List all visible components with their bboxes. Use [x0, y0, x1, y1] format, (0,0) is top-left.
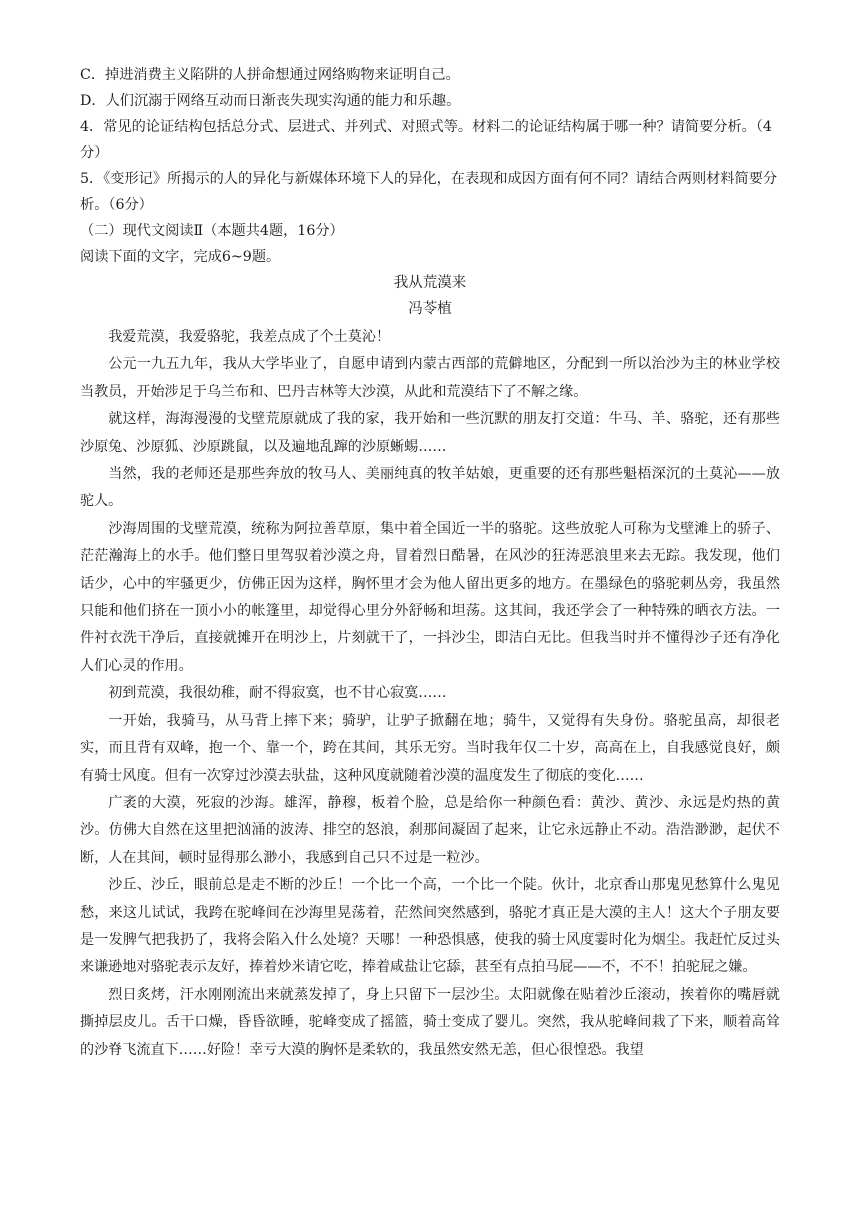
question-5: 5．《变形记》所揭示的人的异化与新媒体环境下人的异化，在表现和成因方面有何不同？请结合两则材料简要分析。（6分）	[80, 171, 778, 213]
essay-paragraph: 沙海周围的戈壁荒漠，统称为阿拉善草原，集中着全国近一半的骆驼。这些放驼人可称为戈壁滩上的骄子、茫茫瀚海上的水手。他们整日里驾驭着沙漠之舟，冒着烈日酷暑，在风沙的狂涛恶浪里来去无踪。我发现，他们话少，心中的牢骚更少，仿佛正因为这样，胸怀里才会为他人留出更多的地方。在墨绿色的骆驼刺丛旁，我虽然只能和他们挤在一顶小小的帐篷里，却觉得心里分外舒畅和坦荡。这其间，我还学会了一种特殊的晒衣方法。一件衬衣洗干净后，直接就摊开在明沙上，片刻就干了，一抖沙尘，即洁白无比。但我当时并不懂得沙子还有净化人们心灵的作用。	[80, 520, 780, 674]
essay-title: 我从荒漠来	[393, 275, 467, 291]
essay-paragraph: 我爱荒漠，我爱骆驼，我差点成了个土莫沁！	[108, 329, 391, 345]
essay-paragraph: 初到荒漠，我很幼稚，耐不得寂寞，也不甘心寂寞……	[108, 685, 447, 702]
essay-paragraph: 沙丘、沙丘，眼前总是走不断的沙丘！一个比一个高，一个比一个陡。伙计，北京香山那鬼见愁算什么鬼见愁，来这儿试试，我跨在驼峰间在沙海里晃荡着，茫然间突然感到，骆驼才真正是大漠的主人！这大个子朋友要是一发脾气把我扔了，我将会陷入什么处境？天哪！一种恐惧感，使我的骑士风度霎时化为烟尘。我赶忙反过头来谦逊地对骆驼表示友好，捧着炒米请它吃，捧着咸盐让它舔，甚至有点拍马屁——不，不不！拍驼屁之嫌。	[80, 877, 780, 976]
question-4: 4．常见的论证结构包括总分式、层进式、并列式、对照式等。材料二的论证结构属于哪一种？请简要分析。（4分）	[80, 119, 772, 161]
essay-author: 冯苓植	[408, 301, 452, 317]
exam-page	[80, 62, 780, 1064]
essay	[80, 270, 780, 1064]
section-heading: （二）现代文阅读Ⅱ（本题共4题，16分）	[80, 223, 344, 239]
essay-paragraph: 一开始，我骑马，从马背上摔下来；骑驴，让驴子掀翻在地；骑牛，又觉得有失身份。骆驼虽高，却很老实，而且背有双峰，抱一个、靠一个，跨在其间，其乐无穷。当时我年仅二十岁，高高在上，自我感觉良好，颇有骑士风度。但有一次穿过沙漠去驮盐，这种风度就随着沙漠的温度发生了彻底的变化……	[80, 712, 780, 784]
essay-paragraph: 广袤的大漠，死寂的沙海。雄浑，静穆，板着个脸，总是给你一种颜色看：黄沙、黄沙、永远是灼热的黄沙。仿佛大自然在这里把汹涌的波涛、排空的怒浪，刹那间凝固了起来，让它永远静止不动。浩浩渺渺，起伏不断，人在其间，顿时显得那么渺小，我感到自己只不过是一粒沙。	[80, 794, 780, 866]
section-instruction: 阅读下面的文字，完成6~9题。	[80, 249, 281, 265]
essay-paragraph: 公元一九五九年，我从大学毕业了，自愿申请到内蒙古西部的荒僻地区，分配到一所以治沙为主的林业学校当教员，开始涉足于乌兰布和、巴丹吉林等大沙漠，从此和荒漠结下了不解之缘。	[80, 356, 780, 400]
question-option-c: C．掉进消费主义陷阱的人拼命想通过网络购物来证明自己。	[80, 67, 460, 83]
question-option-d: D．人们沉溺于网络互动而日渐丧失现实沟通的能力和乐趣。	[80, 93, 461, 109]
essay-paragraph: 烈日炙烤，汗水刚刚流出来就蒸发掉了，身上只留下一层沙尘。太阳就像在贴着沙丘滚动，挨着你的嘴唇就撕掉层皮儿。舌干口燥，昏昏欲睡，驼峰变成了摇篮，骑士变成了婴儿。突然，我从驼峰间栽了下来，顺着高耸的沙脊飞流直下……好险！幸亏大漠的胸怀是柔软的，我虽然安然无恙，但心很惶恐。我望	[80, 986, 780, 1058]
essay-paragraph: 当然，我的老师还是那些奔放的牧马人、美丽纯真的牧羊姑娘，更重要的还有那些魁梧深沉的土莫沁——放驼人。	[80, 466, 780, 510]
essay-paragraph: 就这样，海海漫漫的戈壁荒原就成了我的家，我开始和一些沉默的朋友打交道：牛马、羊、骆驼，还有那些沙原兔、沙原狐、沙原跳鼠，以及遍地乱蹿的沙原蜥蜴……	[80, 411, 780, 455]
